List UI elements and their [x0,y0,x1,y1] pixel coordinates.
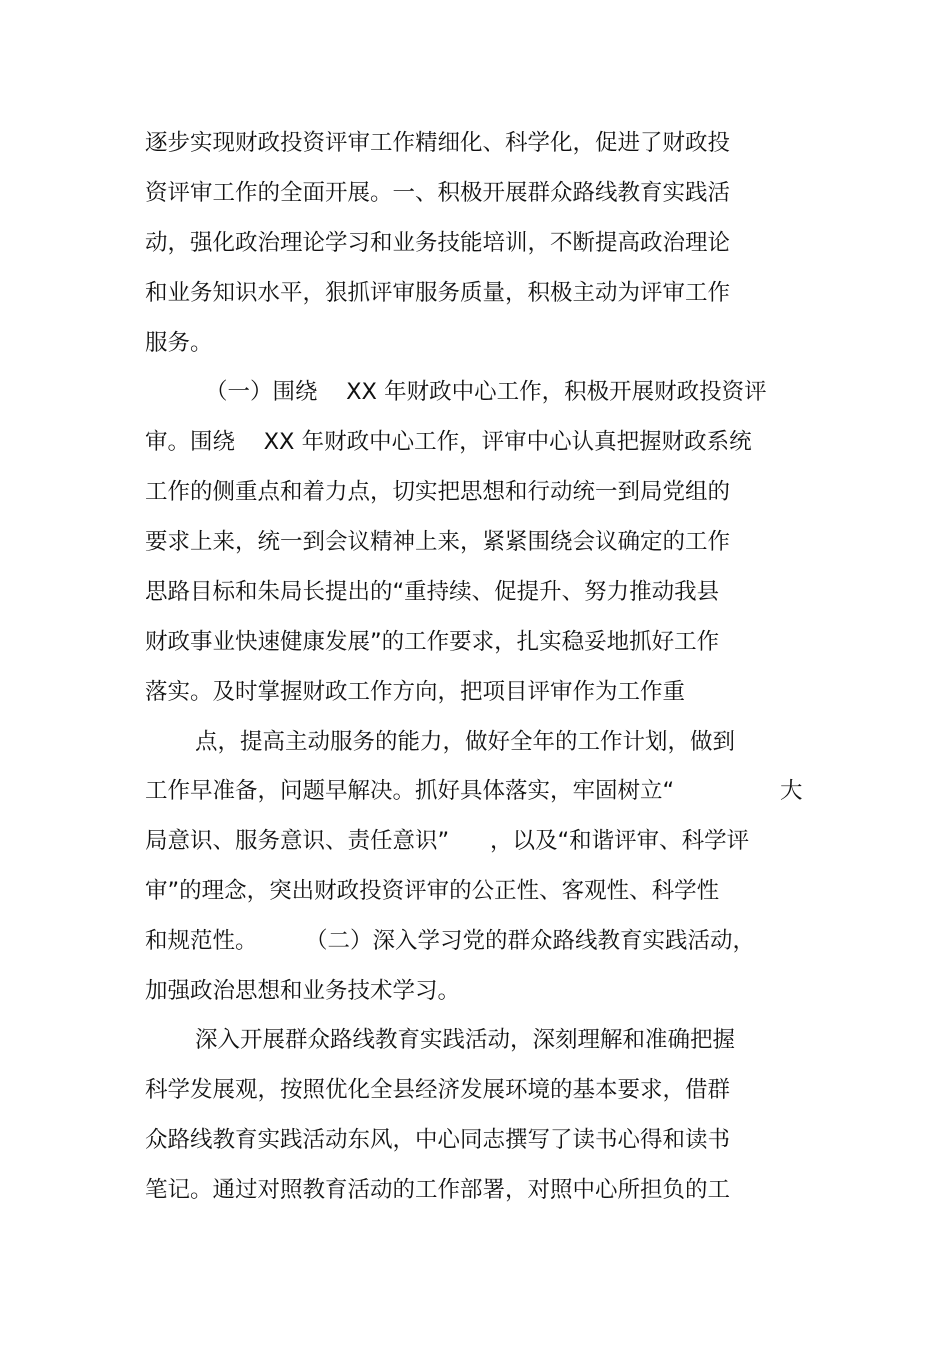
paragraph-line: （一）围绕 XX 年财政中心工作，积极开展财政投资评 [205,379,767,405]
paragraph-line: 逐步实现财政投资评审工作精细化、科学化，促进了财政投 [145,130,731,156]
paragraph-line: 众路线教育实践活动东风，中心同志撰写了读书心得和读书 [145,1127,731,1153]
paragraph-line: 要求上来，统一到会议精神上来，紧紧围绕会议确定的工作 [145,529,731,555]
paragraph-line: 财政事业快速健康发展”的工作要求，扎实稳妥地抓好工作 [145,629,720,655]
paragraph-line-fragment: ，以及“和谐评审、科学评 [490,828,750,854]
paragraph-line: 点，提高主动服务的能力，做好全年的工作计划，做到 [195,729,736,755]
paragraph-line: 思路目标和朱局长提出的“重持续、促提升、努力推动我县 [145,579,720,605]
paragraph-line: 和业务知识水平，狠抓评审服务质量，积极主动为评审工作 [145,280,731,306]
paragraph-line: 落实。及时掌握财政工作方向，把项目评审作为工作重 [145,679,686,705]
paragraph-line: 服务。 [145,330,213,356]
paragraph-line: 工作早准备，问题早解决。抓好具体落实，牢固树立“ [145,778,675,804]
paragraph-line-fragment: 大 [780,778,803,804]
paragraph-line: 资评审工作的全面开展。一、积极开展群众路线教育实践活 [145,180,731,206]
paragraph-line: 工作的侧重点和着力点，切实把思想和行动统一到局党组的 [145,479,731,505]
section-heading: 加强政治思想和业务技术学习。 [145,978,461,1004]
paragraph-line: 和规范性。 [145,928,258,954]
section-heading: （二）深入学习党的群众路线教育实践活动， [305,928,756,954]
paragraph-line: 笔记。通过对照教育活动的工作部署，对照中心所担负的工 [145,1177,731,1203]
paragraph-line: 科学发展观，按照优化全县经济发展环境的基本要求，借群 [145,1077,731,1103]
paragraph-line: 深入开展群众路线教育实践活动，深刻理解和准确把握 [195,1027,736,1053]
paragraph-line: 动，强化政治理论学习和业务技能培训，不断提高政治理论 [145,230,731,256]
paragraph-line: 局意识、服务意识、责任意识” [145,828,450,854]
paragraph-line: 审。围绕 XX 年财政中心工作，评审中心认真把握财政系统 [145,429,752,455]
paragraph-line: 审”的理念，突出财政投资评审的公正性、客观性、科学性 [145,878,720,904]
